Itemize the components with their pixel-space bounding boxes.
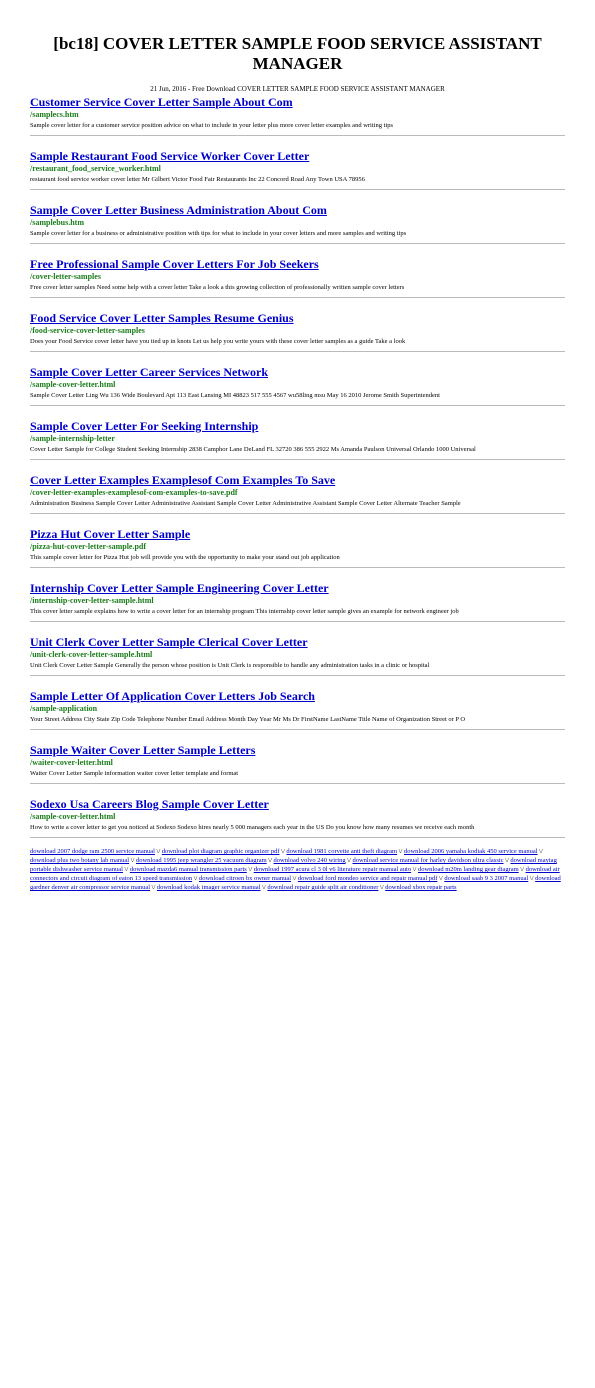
result-description: Free cover letter samples Need some help with a cover letter Take a look a this growing collection of professionally written sample cover letters xyxy=(30,284,405,291)
footer-download-link[interactable]: download 1997 acura cl 3 0l v6 literature repair manual auto xyxy=(253,866,412,873)
link-separator: \/ xyxy=(439,875,443,882)
result-path: /restaurant_food_service_worker.html xyxy=(30,164,161,173)
result-description: Sample Cover Letter Ling Wu 136 Wide Boulevard Apt 113 East Lansing MI 48823 517 555 4567 wu58ling msu May 16 2010 Jerome Smith Superintendent xyxy=(30,392,440,399)
result-path: /internship-cover-letter-sample.html xyxy=(30,596,154,605)
result-item xyxy=(30,527,565,568)
link-separator: \/ xyxy=(520,866,524,873)
result-item xyxy=(30,473,565,514)
result-title-link[interactable]: Sample Restaurant Food Service Worker Cover Letter xyxy=(30,149,310,163)
result-divider xyxy=(30,135,565,136)
result-description: Does your Food Service cover letter have you tied up in knots Let us help you write yours with these cover letter samples as a guide Take a look xyxy=(30,338,406,345)
result-divider xyxy=(30,567,565,568)
link-separator: \/ xyxy=(292,875,297,882)
result-divider xyxy=(30,729,565,730)
page-subtitle: 21 Jun, 2016 - Free Download COVER LETTER SAMPLE FOOD SERVICE ASSISTANT MANAGER xyxy=(150,85,445,93)
footer-links xyxy=(30,847,565,892)
result-item xyxy=(30,149,565,190)
result-path: /cover-letter-examples-examplesof-com-examples-to-save.pdf xyxy=(30,488,238,497)
link-separator: \/ xyxy=(124,866,129,873)
result-path: /sample-cover-letter.html xyxy=(30,812,116,821)
result-item xyxy=(30,203,565,244)
result-item xyxy=(30,635,565,676)
result-path: /sample-internship-letter xyxy=(30,434,115,443)
footer-download-link[interactable]: download 2006 yamaha kodiak 450 service manual xyxy=(403,848,538,855)
result-path: /samplecs.htm xyxy=(30,110,79,119)
link-separator: \/ xyxy=(539,848,543,855)
link-separator: \/ xyxy=(505,857,509,864)
footer-download-link[interactable]: download m20m landing gear diagram xyxy=(417,866,519,873)
footer-download-link[interactable]: download 2007 dodge ram 2500 service manual xyxy=(30,848,155,855)
result-description: Your Street Address City State Zip Code Telephone Number Email Address Month Day Year Mr Ms Dr FirstName LastName Title Name of Organization Street or P O xyxy=(30,716,466,723)
result-title-link[interactable]: Sample Letter Of Application Cover Letters Job Search xyxy=(30,689,315,703)
result-title-link[interactable]: Cover Letter Examples Examplesof Com Examples To Save xyxy=(30,473,336,487)
footer-download-link[interactable]: download citroen bx owner manual xyxy=(198,875,292,882)
result-description: Sample cover letter for a business or administrative position with tips for what to include in your cover letters and more samples and writing tips xyxy=(30,230,407,237)
result-description: Administration Business Sample Cover Letter Administrative Assistant Sample Cover Letter Administrative Assistant Sample Cover Letter Alternate Teacher Sample xyxy=(30,500,461,507)
link-separator: \/ xyxy=(347,857,351,864)
footer-download-link[interactable]: download repair guide split air conditioner xyxy=(267,884,379,891)
footer-download-link[interactable]: download service manual for harley davidson ultra classic xyxy=(352,857,504,864)
result-title-link[interactable]: Sample Cover Letter For Seeking Internship xyxy=(30,419,259,433)
result-divider xyxy=(30,783,565,784)
link-separator: \/ xyxy=(193,875,198,882)
results-list xyxy=(30,95,565,838)
result-path: /pizza-hut-cover-letter-sample.pdf xyxy=(30,542,147,551)
link-separator: \/ xyxy=(398,848,403,855)
result-title-link[interactable]: Unit Clerk Cover Letter Sample Clerical Cover Letter xyxy=(30,635,308,649)
result-title-link[interactable]: Sample Cover Letter Career Services Network xyxy=(30,365,269,379)
link-separator: \/ xyxy=(529,875,534,882)
link-separator: \/ xyxy=(380,884,384,891)
link-separator: \/ xyxy=(281,848,285,855)
result-path: /waiter-cover-letter.html xyxy=(30,758,113,767)
page-title: [bc18] COVER LETTER SAMPLE FOOD SERVICE ASSISTANT MANAGER xyxy=(53,34,542,73)
result-description: Unit Clerk Cover Letter Sample Generally the person whose position is Unit Clerk is responsible to handle any administration tasks in a clinic or hospital xyxy=(30,662,430,669)
result-description: How to write a cover letter to get you noticed at Sodexo Sodexo hires nearly 5 000 managers each year in the US Do you know how many resumes we receive each month xyxy=(30,824,475,831)
result-title-link[interactable]: Internship Cover Letter Sample Engineering Cover Letter xyxy=(30,581,329,595)
result-path: /unit-clerk-cover-letter-sample.html xyxy=(30,650,153,659)
result-path: /samplebus.htm xyxy=(30,218,85,227)
footer-download-link[interactable]: download ford mondeo service and repair manual pdf xyxy=(297,875,438,882)
result-divider xyxy=(30,297,565,298)
result-item xyxy=(30,419,565,460)
result-title-link[interactable]: Free Professional Sample Cover Letters For Job Seekers xyxy=(30,257,319,271)
result-item xyxy=(30,581,565,622)
link-separator: \/ xyxy=(412,866,417,873)
result-divider xyxy=(30,621,565,622)
footer-download-link[interactable]: download plus two botany lab manual xyxy=(30,857,130,864)
result-path: /food-service-cover-letter-samples xyxy=(30,326,145,335)
result-title-link[interactable]: Food Service Cover Letter Samples Resume Genius xyxy=(30,311,294,325)
result-item xyxy=(30,257,565,298)
result-path: /cover-letter-samples xyxy=(30,272,101,281)
footer-download-link[interactable]: download kodak imager service manual xyxy=(156,884,261,891)
footer-download-link[interactable]: download maytag portable dishwasher service manual xyxy=(30,857,557,873)
result-description: This cover letter sample explains how to write a cover letter for an internship program This internship cover letter sample gives an example for network engineer job xyxy=(30,608,459,615)
result-description: Waiter Cover Letter Sample information waiter cover letter template and format xyxy=(30,770,239,777)
link-separator: \/ xyxy=(130,857,135,864)
result-divider xyxy=(30,513,565,514)
result-path: /sample-cover-letter.html xyxy=(30,380,116,389)
footer-download-link[interactable]: download gardner denver air compressor service manual xyxy=(30,875,561,891)
link-separator: \/ xyxy=(262,884,266,891)
result-title-link[interactable]: Pizza Hut Cover Letter Sample xyxy=(30,527,191,541)
result-title-link[interactable]: Sample Waiter Cover Letter Sample Letters xyxy=(30,743,256,757)
result-description: Cover Letter Sample for College Student Seeking Internship 2838 Camphor Lane DeLand FL 32720 386 555 2922 Ms Amanda Paulson Universal Orlando 1000 Universal xyxy=(30,446,476,453)
footer-download-link[interactable]: download xbox repair parts xyxy=(385,884,457,891)
result-item xyxy=(30,95,565,136)
result-title-link[interactable]: Sodexo Usa Careers Blog Sample Cover Letter xyxy=(30,797,269,811)
result-divider xyxy=(30,675,565,676)
footer-download-link[interactable]: download plot diagram graphic organizer pdf xyxy=(161,848,280,855)
link-separator: \/ xyxy=(151,884,156,891)
footer-download-link[interactable]: download 1981 corvette anti theft diagram xyxy=(286,848,398,855)
result-divider xyxy=(30,405,565,406)
result-description: restaurant food service worker cover letter Mr Gilbert Victor Food Fair Restaurants Inc 22 Concord Road Any Town USA 78956 xyxy=(30,176,365,183)
footer-download-link[interactable]: download 1995 jeep wrangler 25 vacuum diagram xyxy=(135,857,267,864)
footer-download-link[interactable]: download volvo 240 wiring xyxy=(273,857,346,864)
link-separator: \/ xyxy=(248,866,253,873)
result-divider xyxy=(30,351,565,352)
result-item xyxy=(30,365,565,406)
link-separator: \/ xyxy=(156,848,161,855)
footer-download-link[interactable]: download mazda6 manual transmission parts xyxy=(129,866,247,873)
result-description: Sample cover letter for a customer service position advice on what to include in your letter plus more cover letter examples and writing tips xyxy=(30,122,393,129)
result-title-link[interactable]: Customer Service Cover Letter Sample About Com xyxy=(30,95,293,109)
result-divider xyxy=(30,459,565,460)
result-divider xyxy=(30,189,565,190)
footer-download-link[interactable]: download saab 9 3 2007 manual xyxy=(444,875,529,882)
result-item xyxy=(30,743,565,784)
result-divider xyxy=(30,837,565,838)
result-item xyxy=(30,311,565,352)
result-path: /sample-application xyxy=(30,704,98,713)
result-title-link[interactable]: Sample Cover Letter Business Administration About Com xyxy=(30,203,327,217)
result-item xyxy=(30,689,565,730)
link-separator: \/ xyxy=(268,857,272,864)
footer-download-link[interactable]: download air connectors and circuit diagram of eaton 13 speed transmission xyxy=(30,866,560,882)
result-item xyxy=(30,797,565,838)
result-divider xyxy=(30,243,565,244)
result-description: This sample cover letter for Pizza Hut job will provide you with the opportunity to make your stand out job application xyxy=(30,554,340,561)
